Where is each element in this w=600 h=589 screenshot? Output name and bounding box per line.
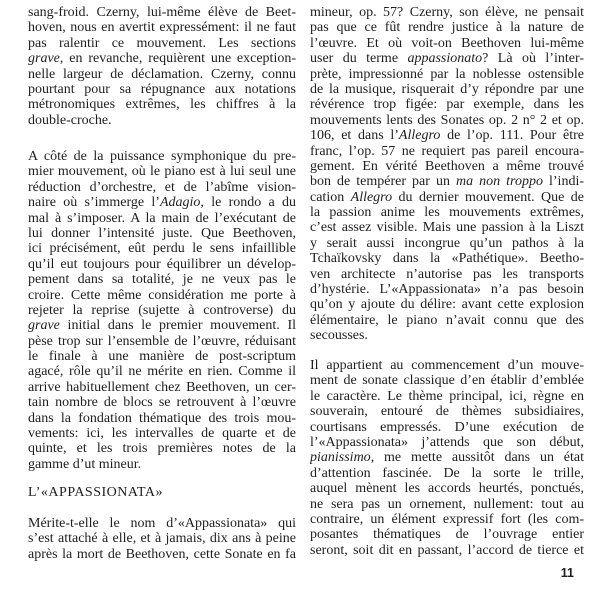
- text-line: A côté de la puissance symphonique du pre-: [28, 149, 296, 164]
- text-segment: initial dans le premier mouvement. Il: [59, 318, 296, 334]
- text-line: seront, soit dit en passant, l’accord de tierce et: [310, 542, 584, 558]
- text-segment: , le rondo a du: [200, 195, 296, 211]
- text-line: [310, 51, 584, 66]
- italic-term: Allegro: [398, 128, 441, 144]
- text-line: mal à s’imposer. A la main de l’exécutant de: [28, 210, 296, 226]
- text-line: le finale à une manière de post-scriptum: [28, 349, 296, 365]
- text-line: c’est assez visible. Mais une passion à la Liszt: [310, 220, 584, 236]
- text-segment: 106, et dans l’: [310, 128, 399, 144]
- text-line: élémentaire, le piano n’avait connu que des: [310, 312, 584, 328]
- text-line: s’est attaché à elle, et à jamais, dix ans à peine: [28, 531, 296, 547]
- paragraph: [28, 516, 296, 562]
- text-line: arrive habituellement chez Beethoven, un cer-: [28, 379, 296, 395]
- text-line: [28, 195, 296, 210]
- text-line: pas ralentir ce mouvement. Les sections: [28, 35, 296, 51]
- paragraph: [28, 149, 296, 472]
- text-line: qu’il eut toujours pour équilibrer un dévelop-: [28, 256, 296, 272]
- text-line: [310, 174, 584, 189]
- italic-term: grave: [28, 318, 60, 334]
- text-line: posantes thématiques de l’ouvrage entier: [310, 527, 584, 543]
- text-segment: du dernier mouvement. Que de: [392, 189, 584, 205]
- text-line: [310, 128, 584, 143]
- text-line: [310, 190, 584, 205]
- text-line: qu’on y ajoute du délire: avant cette explosion: [310, 297, 584, 313]
- text-line: nelle largeur de déclamation. Czerny, connu: [28, 66, 296, 82]
- text-line: pèse trop sur l’ensemble de l’œuvre, réduisant: [28, 333, 296, 349]
- paragraph: [28, 5, 296, 128]
- text-line: mineur, op. 57? Czerny, son élève, ne pensait: [310, 5, 584, 20]
- text-line: l’œuvre. Et où voit-on Beethoven lui-même: [310, 35, 584, 51]
- paragraph: [310, 358, 584, 558]
- text-line: croire. Cette même considération me porte à: [28, 287, 296, 303]
- text-line: [28, 51, 296, 66]
- text-line: [310, 450, 584, 465]
- text-line: Il appartient au commencement d’un mouve-: [310, 358, 584, 373]
- text-line: [28, 318, 296, 333]
- italic-term: grave: [28, 51, 60, 67]
- page-number: 11: [560, 566, 574, 580]
- text-segment: user du terme: [310, 51, 408, 67]
- text-line: le caractère. Le thème principal, ici, règne en: [310, 388, 584, 404]
- text-line: réduction d’orchestre, et de l’abîme vision-: [28, 179, 296, 195]
- text-line: ici précisément, eût perdu le sens infaillible: [28, 241, 296, 257]
- text-line: double-croche.: [28, 112, 112, 128]
- text-line: l’«Appassionata» j’attends que son début,: [310, 434, 584, 450]
- text-line: prète, impressionné par la noblesse ostensible: [310, 66, 584, 82]
- text-line: après la mort de Beethoven, cette Sonate en fa: [28, 546, 296, 562]
- section-heading: L’«APPASSIONATA»: [28, 485, 163, 500]
- text-line: Mérite-t-elle le nom d’«Appassionata» qui: [28, 516, 296, 531]
- italic-term: Adagio: [159, 195, 201, 211]
- left-column: [28, 0, 296, 589]
- text-line: contraire, un élément expressif fort (les com-: [310, 511, 584, 527]
- text-line: dans la fondation thématique des trois mou-: [28, 410, 296, 426]
- text-segment: naire où s’immerge l’: [28, 195, 160, 211]
- text-segment: l’indi-: [542, 174, 584, 190]
- text-line: mouvements lents des Sonates op. 2 n° 2 et op.: [310, 112, 584, 128]
- text-line: agacé, rôle qu’il ne mérite en rien. Comme il: [28, 364, 296, 380]
- right-column: [310, 0, 584, 589]
- text-line: rejeter la reprise (sujette à controverse) du: [28, 302, 296, 318]
- text-line: ven architecte n’autorise pas les transports: [310, 266, 584, 282]
- text-line: révérence trop figée: par exemple, dans les: [310, 97, 584, 113]
- text-line: métronomiques extrêmes, les chiffres à la: [28, 97, 296, 113]
- text-line: auquel mènent les accords heurtés, ponctués,: [310, 481, 584, 497]
- text-line: mier mouvement, où le piano est à lui seul une: [28, 164, 296, 180]
- text-line: y serait aussi incongrue qu’un pathos à la: [310, 235, 584, 251]
- text-line: pas que ce fût rendre justice à la nature de: [310, 20, 584, 36]
- text-segment: bon de tempérer par un: [310, 174, 456, 190]
- italic-term: Allegro: [350, 189, 393, 205]
- text-line: courtisans empressés. D’une exécution de: [310, 419, 584, 435]
- italic-term: ma non troppo: [455, 174, 543, 190]
- text-line: ne sera pas un ornement, nullement: tout au: [310, 496, 584, 512]
- text-segment: ? Là où l’inter-: [482, 51, 584, 67]
- text-line: pourtant pour sa répugnance aux notations: [28, 81, 296, 97]
- text-line: de la musique, risquerait d’y répondre par une: [310, 81, 584, 97]
- text-line: franc, l’op. 57 ne requiert pas pareil encoura-: [310, 143, 584, 159]
- text-segment: , me mette aussitôt dans un état: [370, 450, 584, 466]
- text-line: Tchaïkovsky dans la «Pathétique». Beetho-: [310, 251, 584, 267]
- text-line: tain nombre de blocs se retrouvent à l’œuvre: [28, 395, 296, 411]
- text-line: gamme d’ut mineur.: [28, 456, 142, 472]
- text-line: ment de sonate classique d’en établir d’emblée: [310, 373, 584, 389]
- text-segment: , en revanche, requièrent une exception-: [59, 51, 296, 67]
- text-line: lui donner l’intensité juste. Que Beethoven,: [28, 225, 296, 241]
- paragraph: [310, 5, 584, 344]
- text-line: sang-froid. Czerny, lui-même élève de Beet-: [28, 5, 296, 20]
- text-line: vements: ici, les intervalles de quarte et de: [28, 426, 296, 442]
- italic-term: appassionato: [407, 51, 483, 67]
- text-line: souverain, entouré de thèmes subsidiaires,: [310, 404, 584, 420]
- text-line: pement dans sa totalité, je ne veux pas le: [28, 272, 296, 288]
- text-line: d’hystérie. L’«Appassionata» n’a pas besoin: [310, 282, 584, 298]
- text-line: hoven, nous en avertit expressément: il ne faut: [28, 20, 296, 36]
- text-segment: cation: [310, 189, 351, 205]
- text-line: quinte, et les trois premières notes de la: [28, 441, 296, 457]
- text-segment: de l’op. 111. Pour être: [440, 128, 584, 144]
- text-line: secousses.: [310, 328, 368, 344]
- text-line: d’attention fascinée. De la sorte le trille,: [310, 465, 584, 481]
- italic-term: pianissimo: [310, 450, 371, 466]
- text-line: la passion anime les mouvements extrêmes,: [310, 205, 584, 221]
- text-line: gement. En vérité Beethoven a même trouvé: [310, 158, 584, 174]
